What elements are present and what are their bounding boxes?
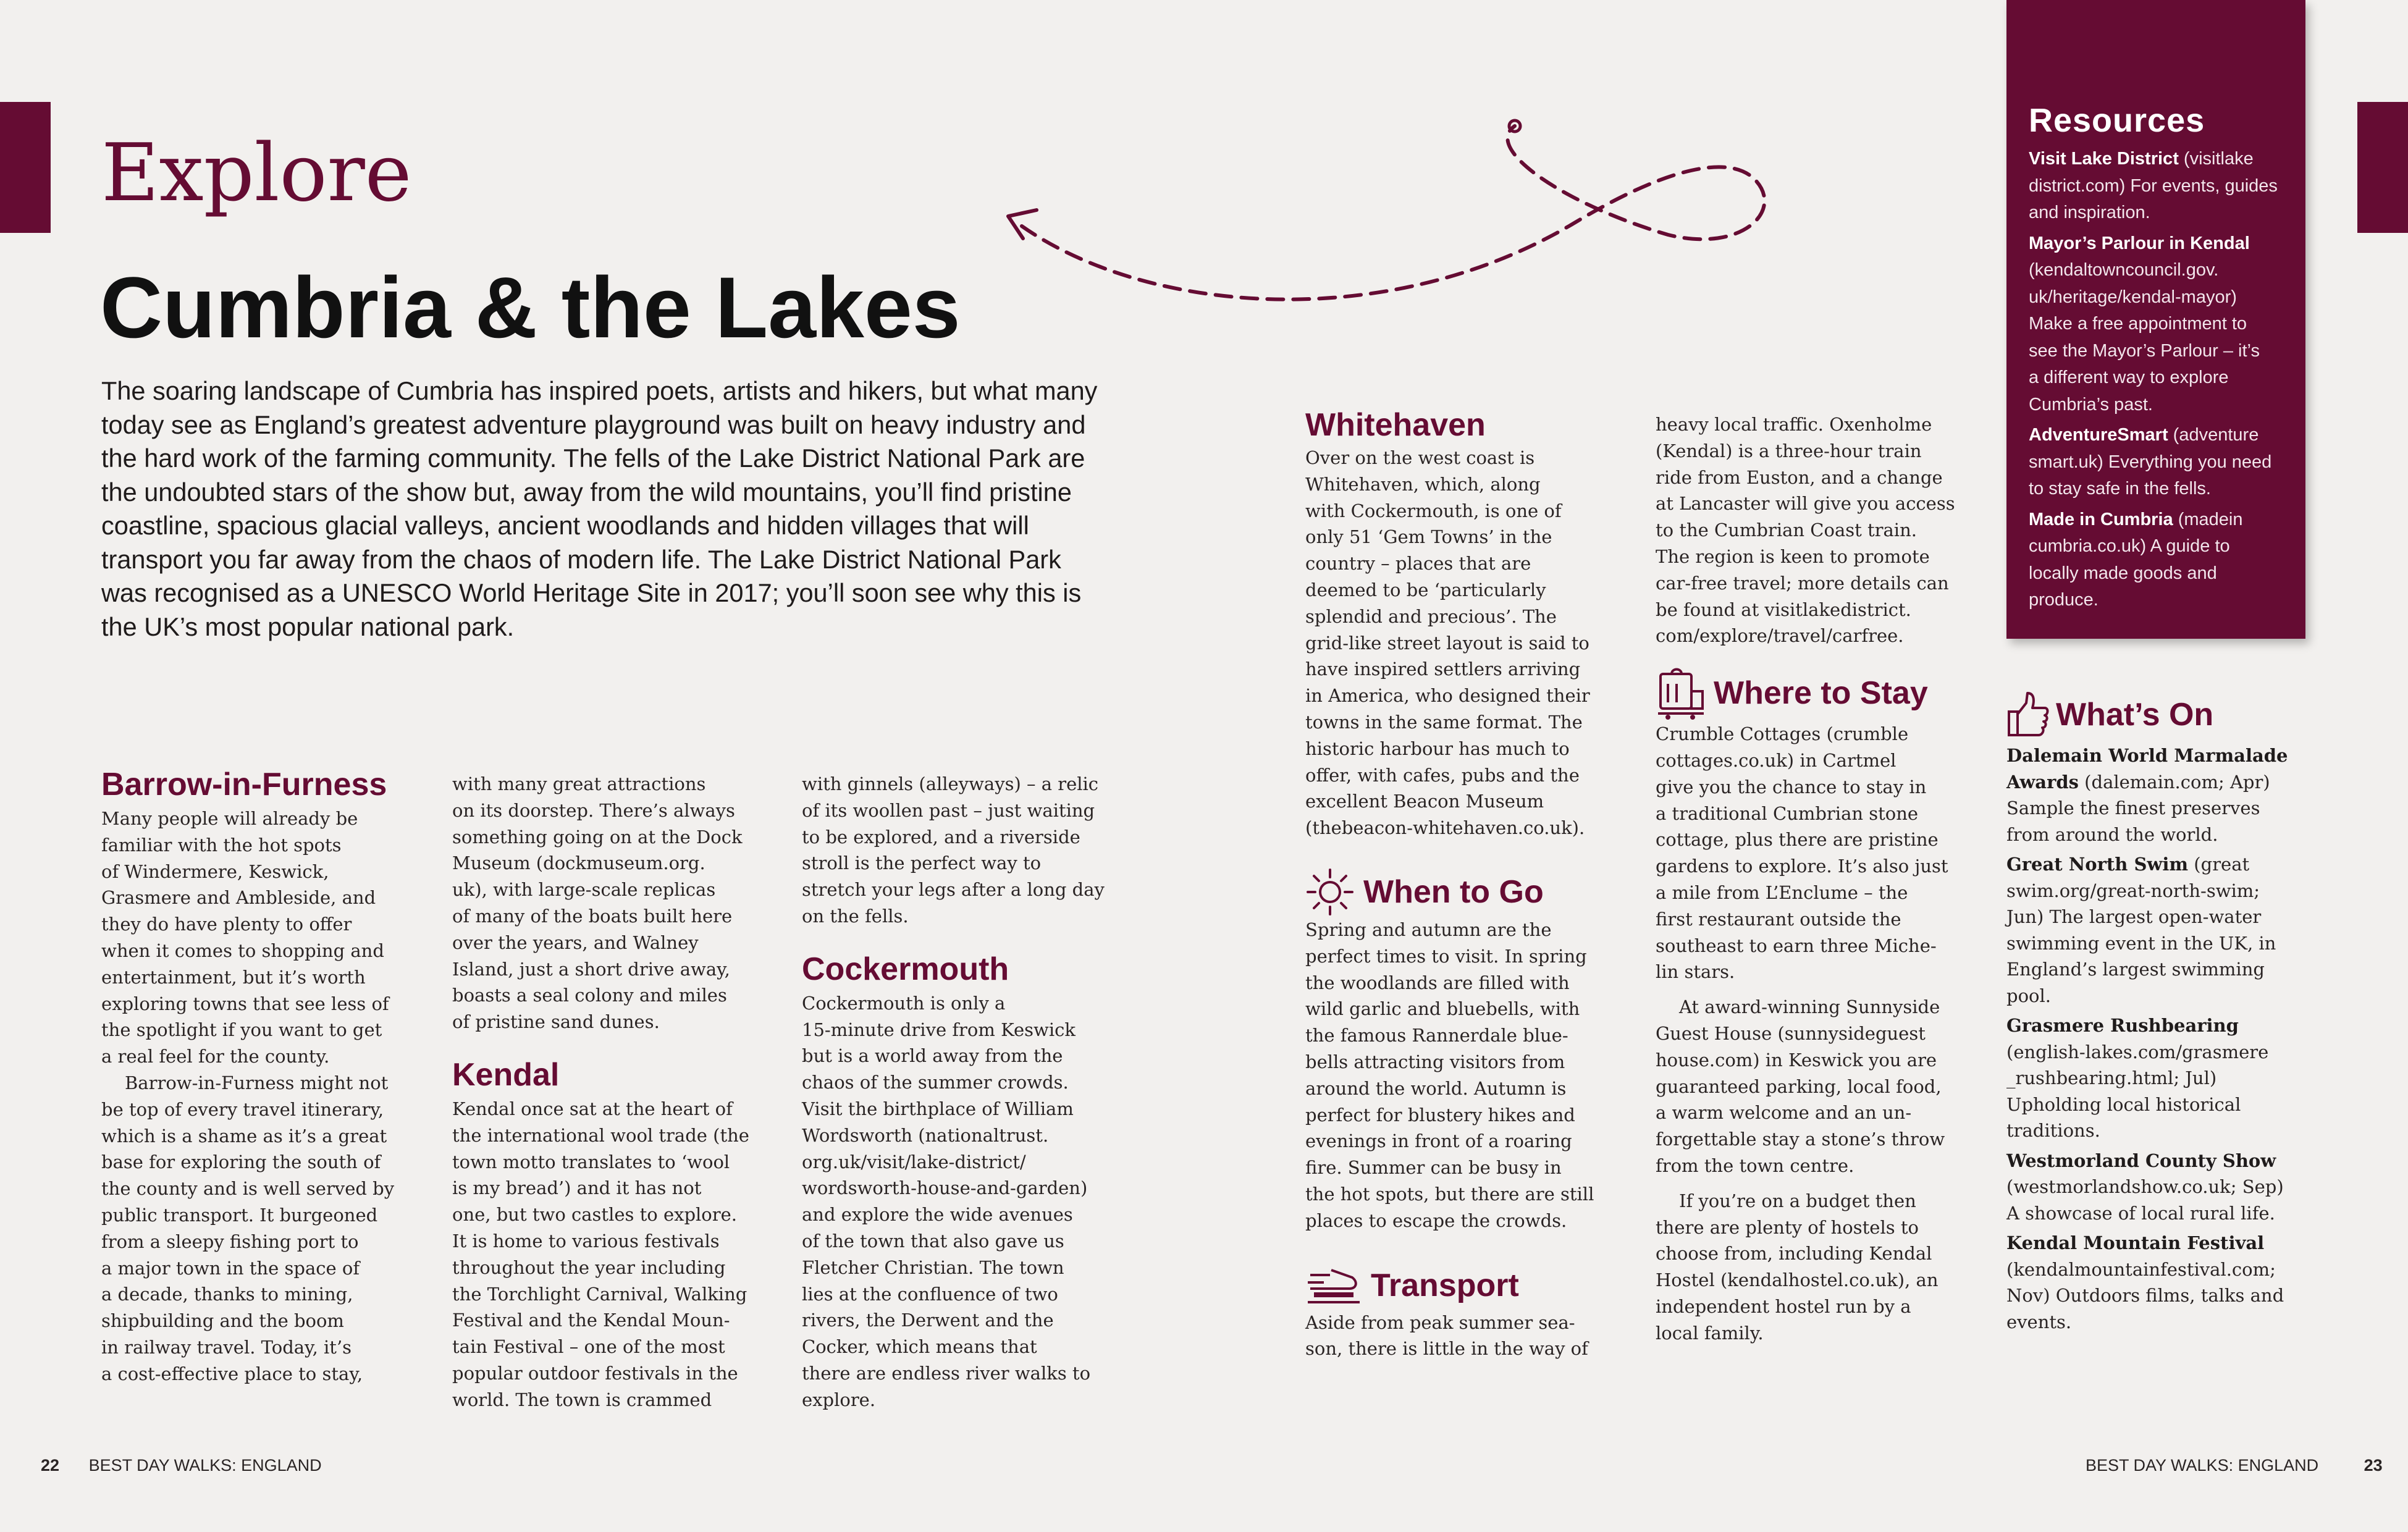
event-description: (great swim.org/great-north-swim; Jun) The largest open-water swimming event in the UK, in England’s largest swimming pool.: [2006, 854, 2276, 1006]
resource-description: (visitlake district.com) For events, guides and inspiration.: [2029, 149, 2278, 222]
event-item: [2006, 1012, 2315, 1144]
event-description: (english-lakes.com/grasmere _rushbearing.html; Jul) Upholding local historical traditions.: [2006, 1041, 2269, 1141]
transport-heading: Transport: [1371, 1267, 1519, 1303]
footer-left: [41, 1456, 322, 1475]
when-to-go-paragraph: Spring and autumn are the perfect times to visit. In spring the woodlands are filled with wild garlic and bluebells, with the famous Rannerdale blue- bells attracting visitors from around the world. Autumn is perfect for blustery hikes and evenings in front of a roaring fire. Summer can be busy in the hot spots, but there are still places to escape the crowds.: [1305, 919, 1594, 1231]
event-item: [2006, 1148, 2315, 1227]
event-item: [2006, 743, 2315, 848]
page-number-left: 22: [41, 1456, 60, 1475]
when-to-go-heading: When to Go: [1363, 873, 1544, 910]
where-to-stay-paragraph-1: Crumble Cottages (crumble cottages.co.uk) in Cartmel give you the chance to stay in a traditional Cumbrian stone cottage, plus there are pristine gardens to explore. It’s also just a mile from L’Enclume – the first restaurant outside the southeast to earn three Miche- lin stars.: [1656, 723, 1948, 983]
event-name: Westmorland County Show: [2006, 1150, 2276, 1171]
where-to-stay-paragraph-3: If you’re on a budget then there are plenty of hostels to choose from, including Kendal Hostel (kendalhostel.co.uk), an independent hostel run by a local family.: [1656, 1190, 1939, 1344]
resource-item: [2029, 422, 2287, 503]
transport-paragraph: Aside from peak summer sea- son, there is little in the way of: [1305, 1311, 1588, 1360]
column-barrow: [101, 766, 423, 1387]
resource-name: Made in Cumbria: [2029, 509, 2173, 529]
kendal-heading: Kendal: [452, 1056, 560, 1093]
barrow-paragraph-2: Barrow-in-Furness might not be top of every travel itinerary, which is a shame as it’s a great base for exploring the south of the county and is well served by public transport. It burgeoned from a sleepy fishing port to a major town in the space of a decade, thanks to mining, shipbuilding and the boom in railway travel. Today, it’s a cost-effective place to stay,: [101, 1072, 395, 1384]
section-kicker: Explore: [101, 127, 412, 219]
whats-on-heading: What’s On: [2056, 697, 2214, 733]
when-to-go-header: [1305, 867, 1627, 917]
luggage-trolley-icon: [1656, 665, 1705, 721]
resources-box: [2006, 0, 2305, 639]
whitehaven-heading: Whitehaven: [1305, 407, 1486, 443]
where-to-stay-heading: Where to Stay: [1714, 675, 1928, 712]
event-description: (dalemain.com; Apr) Sample the finest preserves from around the world.: [2006, 771, 2270, 845]
train-icon: [1305, 1264, 1362, 1307]
event-item: [2006, 851, 2315, 1009]
left-edge-tab: [0, 102, 51, 233]
resource-name: AdventureSmart: [2029, 425, 2168, 445]
barrow-paragraph-1: Many people will already be familiar with the hot spots of Windermere, Keswick, Grasmere and Ambleside, and they do have plenty to offer when it comes to shopping and entertainment, but it’s worth exploring towns that see less of the spotlight if you want to get a real feel for the county.: [101, 808, 389, 1067]
resource-name: Mayor’s Parlour in Kendal: [2029, 233, 2250, 253]
thumbs-up-icon: [2006, 691, 2050, 739]
resource-description: (madein cumbria.co.uk) A guide to locally made goods and produce.: [2029, 509, 2243, 610]
page-title: Cumbria & the Lakes: [100, 259, 961, 356]
resource-item: [2029, 507, 2287, 614]
event-name: Great North Swim: [2006, 854, 2189, 875]
resource-description: (adventure smart.uk) Everything you need to stay safe in the fells.: [2029, 425, 2272, 499]
column-5: [1656, 411, 1977, 1347]
footer-title-right: BEST DAY WALKS: ENGLAND: [2086, 1456, 2319, 1475]
event-name: Kendal Mountain Festival: [2006, 1232, 2265, 1253]
event-description: (westmorlandshow.co.uk; Sep) A showcase of local rural life.: [2006, 1176, 2284, 1224]
kendal-continued: with ginnels (alleyways) – a relic of its woollen past – just waiting to be explored, and a riverside stroll is the perfect way to stretch your legs after a long day on the fells.: [802, 773, 1105, 927]
whats-on-header: [2006, 691, 2315, 739]
column-2: [452, 771, 773, 1413]
dashed-path-arrow-icon: [988, 111, 1977, 377]
whats-on-section: [2006, 691, 2315, 1339]
event-item: [2006, 1230, 2315, 1335]
resource-name: Visit Lake District: [2029, 149, 2179, 169]
cockermouth-heading: Cockermouth: [802, 951, 1009, 987]
intro-paragraph: The soaring landscape of Cumbria has inspired poets, artists and hikers, but what many today see as England’s greatest adventure playground was built on heavy industry and the hard work of the farming community. The fells of the Lake District National Park are the undoubted stars of the show but, away from the wild mountains, you’ll find pristine coastline, spacious glacial valleys, ancient woodlands and hidden villages that will transport you far away from the chaos of modern life. The Lake District National Park was recognised as a UNESCO World Heritage Site in 2017; you’ll soon see why this is the UK’s most popular national park.: [101, 376, 1098, 641]
page-number-right: 23: [2364, 1456, 2383, 1475]
column-3: [802, 771, 1123, 1413]
resource-item: [2029, 230, 2287, 419]
resources-heading: Resources: [2029, 102, 2205, 139]
resource-item: [2029, 146, 2287, 227]
barrow-continued: with many great attractions on its doorstep. There’s always something going on at the Dock Museum (dockmuseum.org. uk), with large-scale replicas of many of the boats built here over the years, and Walney Island, just a short drive away, boasts a seal colony and miles of pristine sand dunes.: [452, 773, 743, 1033]
footer-title-left: BEST DAY WALKS: ENGLAND: [88, 1456, 322, 1475]
event-description: (kendalmountainfestival.com; Nov) Outdoors films, talks and events.: [2006, 1258, 2284, 1332]
event-name: Grasmere Rushbearing: [2006, 1015, 2239, 1036]
right-edge-tab: [2357, 102, 2408, 233]
sun-icon: [1305, 867, 1355, 917]
where-to-stay-paragraph-2: At award-winning Sunnyside Guest House (sunnysideguest house.com) in Keswick you are guaranteed parking, local food, a warm welcome and an un- forgettable stay a stone’s throw from the town centre.: [1656, 996, 1945, 1176]
transport-continued: heavy local traffic. Oxenholme (Kendal) is a three-hour train ride from Euston, and a change at Lancaster will give you access to the Cumbrian Coast train. The region is keen to promote car-free travel; more details can be found at visitlakedistrict. com/explore/travel/carfree.: [1656, 414, 1955, 647]
column-4: [1305, 406, 1627, 1362]
footer-right: [2086, 1456, 2383, 1475]
kendal-paragraph: Kendal once sat at the heart of the international wool trade (the town motto translates to ‘wool is my bread’) and it has not one, but two castles to explore. It is home to various festivals throughout the year including the Torchlight Carnival, Walking Festival and the Kendal Moun- tain Festival – one of the most popular outdoor festivals in the world. The town is crammed: [452, 1098, 749, 1410]
barrow-heading: Barrow-in-Furness: [101, 767, 387, 802]
event-name: Dalemain World Marmalade Awards: [2006, 745, 2288, 793]
resource-description: (kendaltowncouncil.gov. uk/heritage/kendal-mayor) Make a free appointment to see the Mayor’s Parlour – it’s a different way to explore Cumbria’s past.: [2029, 260, 2260, 415]
whitehaven-paragraph: Over on the west coast is Whitehaven, which, along with Cockermouth, is one of only 51 ‘Gem Towns’ in the country – places that are deemed to be ‘particularly splendid and precious’. The grid-like street layout is said to have inspired settlers arriving in America, who designed their towns in the same format. The historic harbour has much to offer, with cafes, pubs and the excellent Beacon Museum (thebeacon-whitehaven.co.uk).: [1305, 447, 1590, 839]
transport-header: [1305, 1264, 1627, 1307]
where-to-stay-header: [1656, 665, 1977, 721]
cockermouth-paragraph: Cockermouth is only a 15-minute drive from Keswick but is a world away from the chaos of the summer crowds. Visit the birthplace of William Wordsworth (nationaltrust. org.uk/visit/lake-district/ wordsworth-house-and-garden) and explore the wide avenues of the town that also gave us Fletcher Christian. The town lies at the confluence of two rivers, the Derwent and the Cocker, which means that there are endless river walks to explore.: [802, 992, 1091, 1410]
